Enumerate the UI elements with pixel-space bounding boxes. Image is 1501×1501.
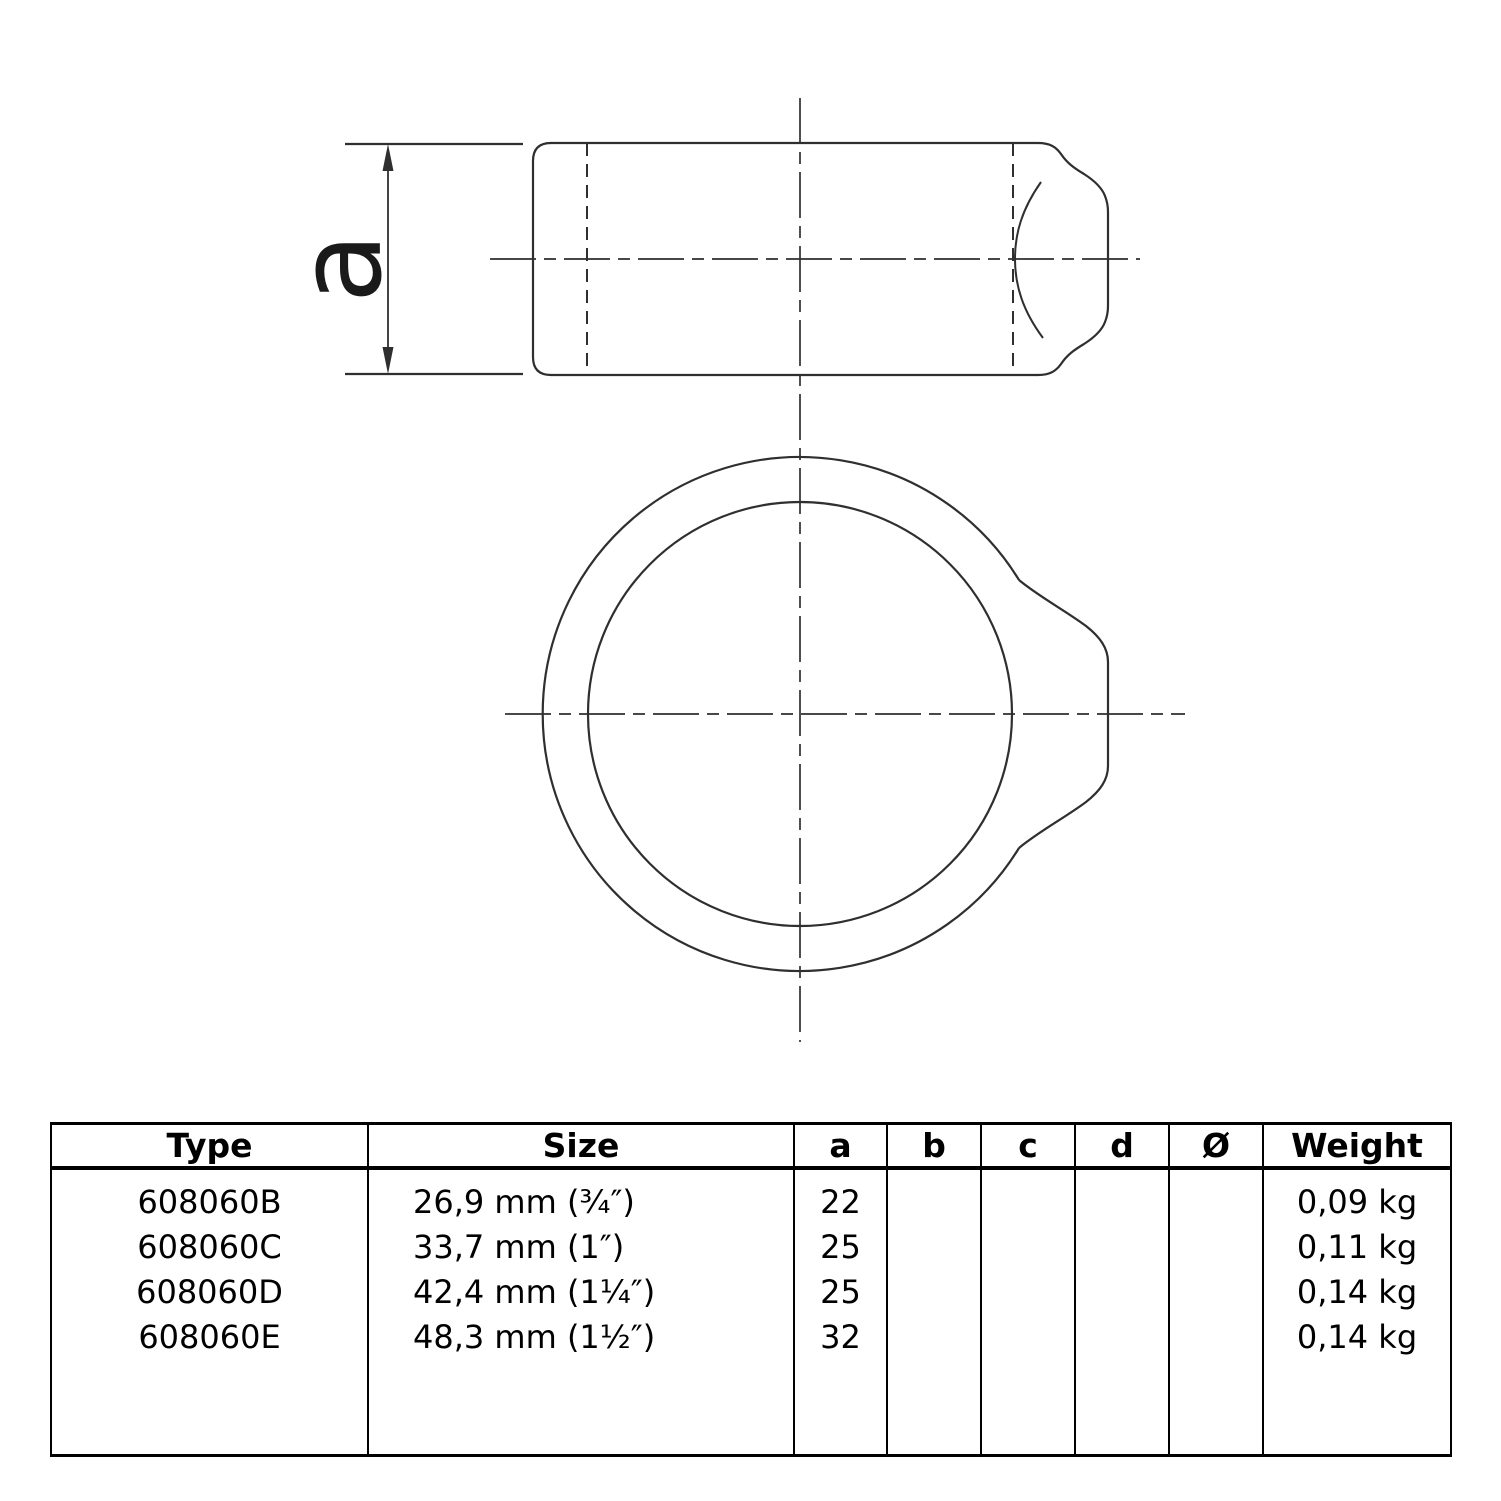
- type-value: 608060C: [137, 1228, 282, 1266]
- type-value: 608060E: [138, 1318, 281, 1356]
- cell-c: [981, 1168, 1075, 1456]
- size-value: 48,3 mm (1½″): [413, 1318, 656, 1356]
- d-value: [1076, 1270, 1168, 1315]
- table-header-row: [51, 1124, 1451, 1169]
- cell-size: [368, 1168, 794, 1456]
- dimension-arrowhead-bottom: [383, 347, 394, 374]
- column-header-c: c: [981, 1124, 1075, 1169]
- dimension-label: a: [274, 232, 408, 304]
- weight-value: 0,11 kg: [1296, 1228, 1418, 1266]
- cell-a: [794, 1168, 887, 1456]
- column-header-a: a: [794, 1124, 887, 1169]
- c-value: [982, 1180, 1074, 1225]
- cell-type: [51, 1168, 368, 1456]
- cell-b: [887, 1168, 981, 1456]
- b-value: [888, 1270, 980, 1315]
- c-value: [982, 1225, 1074, 1270]
- column-header-weight: Weight: [1263, 1124, 1451, 1169]
- column-header-diameter: Ø: [1169, 1124, 1263, 1169]
- column-header-size: Size: [368, 1124, 794, 1169]
- column-header-b: b: [887, 1124, 981, 1169]
- b-value: [888, 1315, 980, 1360]
- diameter-value: [1170, 1225, 1262, 1270]
- b-value: [888, 1225, 980, 1270]
- cell-weight: [1263, 1168, 1451, 1456]
- size-value: 42,4 mm (1¼″): [413, 1273, 656, 1311]
- weight-value: 0,09 kg: [1296, 1183, 1418, 1221]
- table-body-row: [51, 1168, 1451, 1456]
- a-value: 22: [820, 1183, 861, 1221]
- size-value: 33,7 mm (1″): [413, 1228, 625, 1266]
- cell-d: [1075, 1168, 1169, 1456]
- side-view-socket-arc: [1015, 182, 1043, 338]
- c-value: [982, 1270, 1074, 1315]
- d-value: [1076, 1225, 1168, 1270]
- diameter-value: [1170, 1180, 1262, 1225]
- d-value: [1076, 1180, 1168, 1225]
- dimension-arrowhead-top: [383, 144, 394, 171]
- type-value: 608060B: [137, 1183, 282, 1221]
- diameter-value: [1170, 1270, 1262, 1315]
- d-value: [1076, 1315, 1168, 1360]
- a-value: 25: [820, 1228, 861, 1266]
- cell-diameter: [1169, 1168, 1263, 1456]
- spec-table: [50, 1122, 1452, 1457]
- a-value: 25: [820, 1273, 861, 1311]
- type-value: 608060D: [136, 1273, 283, 1311]
- column-header-d: d: [1075, 1124, 1169, 1169]
- a-value: 32: [820, 1318, 861, 1356]
- b-value: [888, 1180, 980, 1225]
- c-value: [982, 1315, 1074, 1360]
- weight-value: 0,14 kg: [1296, 1273, 1418, 1311]
- weight-value: 0,14 kg: [1296, 1318, 1418, 1356]
- diameter-value: [1170, 1315, 1262, 1360]
- size-value: 26,9 mm (¾″): [413, 1183, 635, 1221]
- column-header-type: Type: [51, 1124, 368, 1169]
